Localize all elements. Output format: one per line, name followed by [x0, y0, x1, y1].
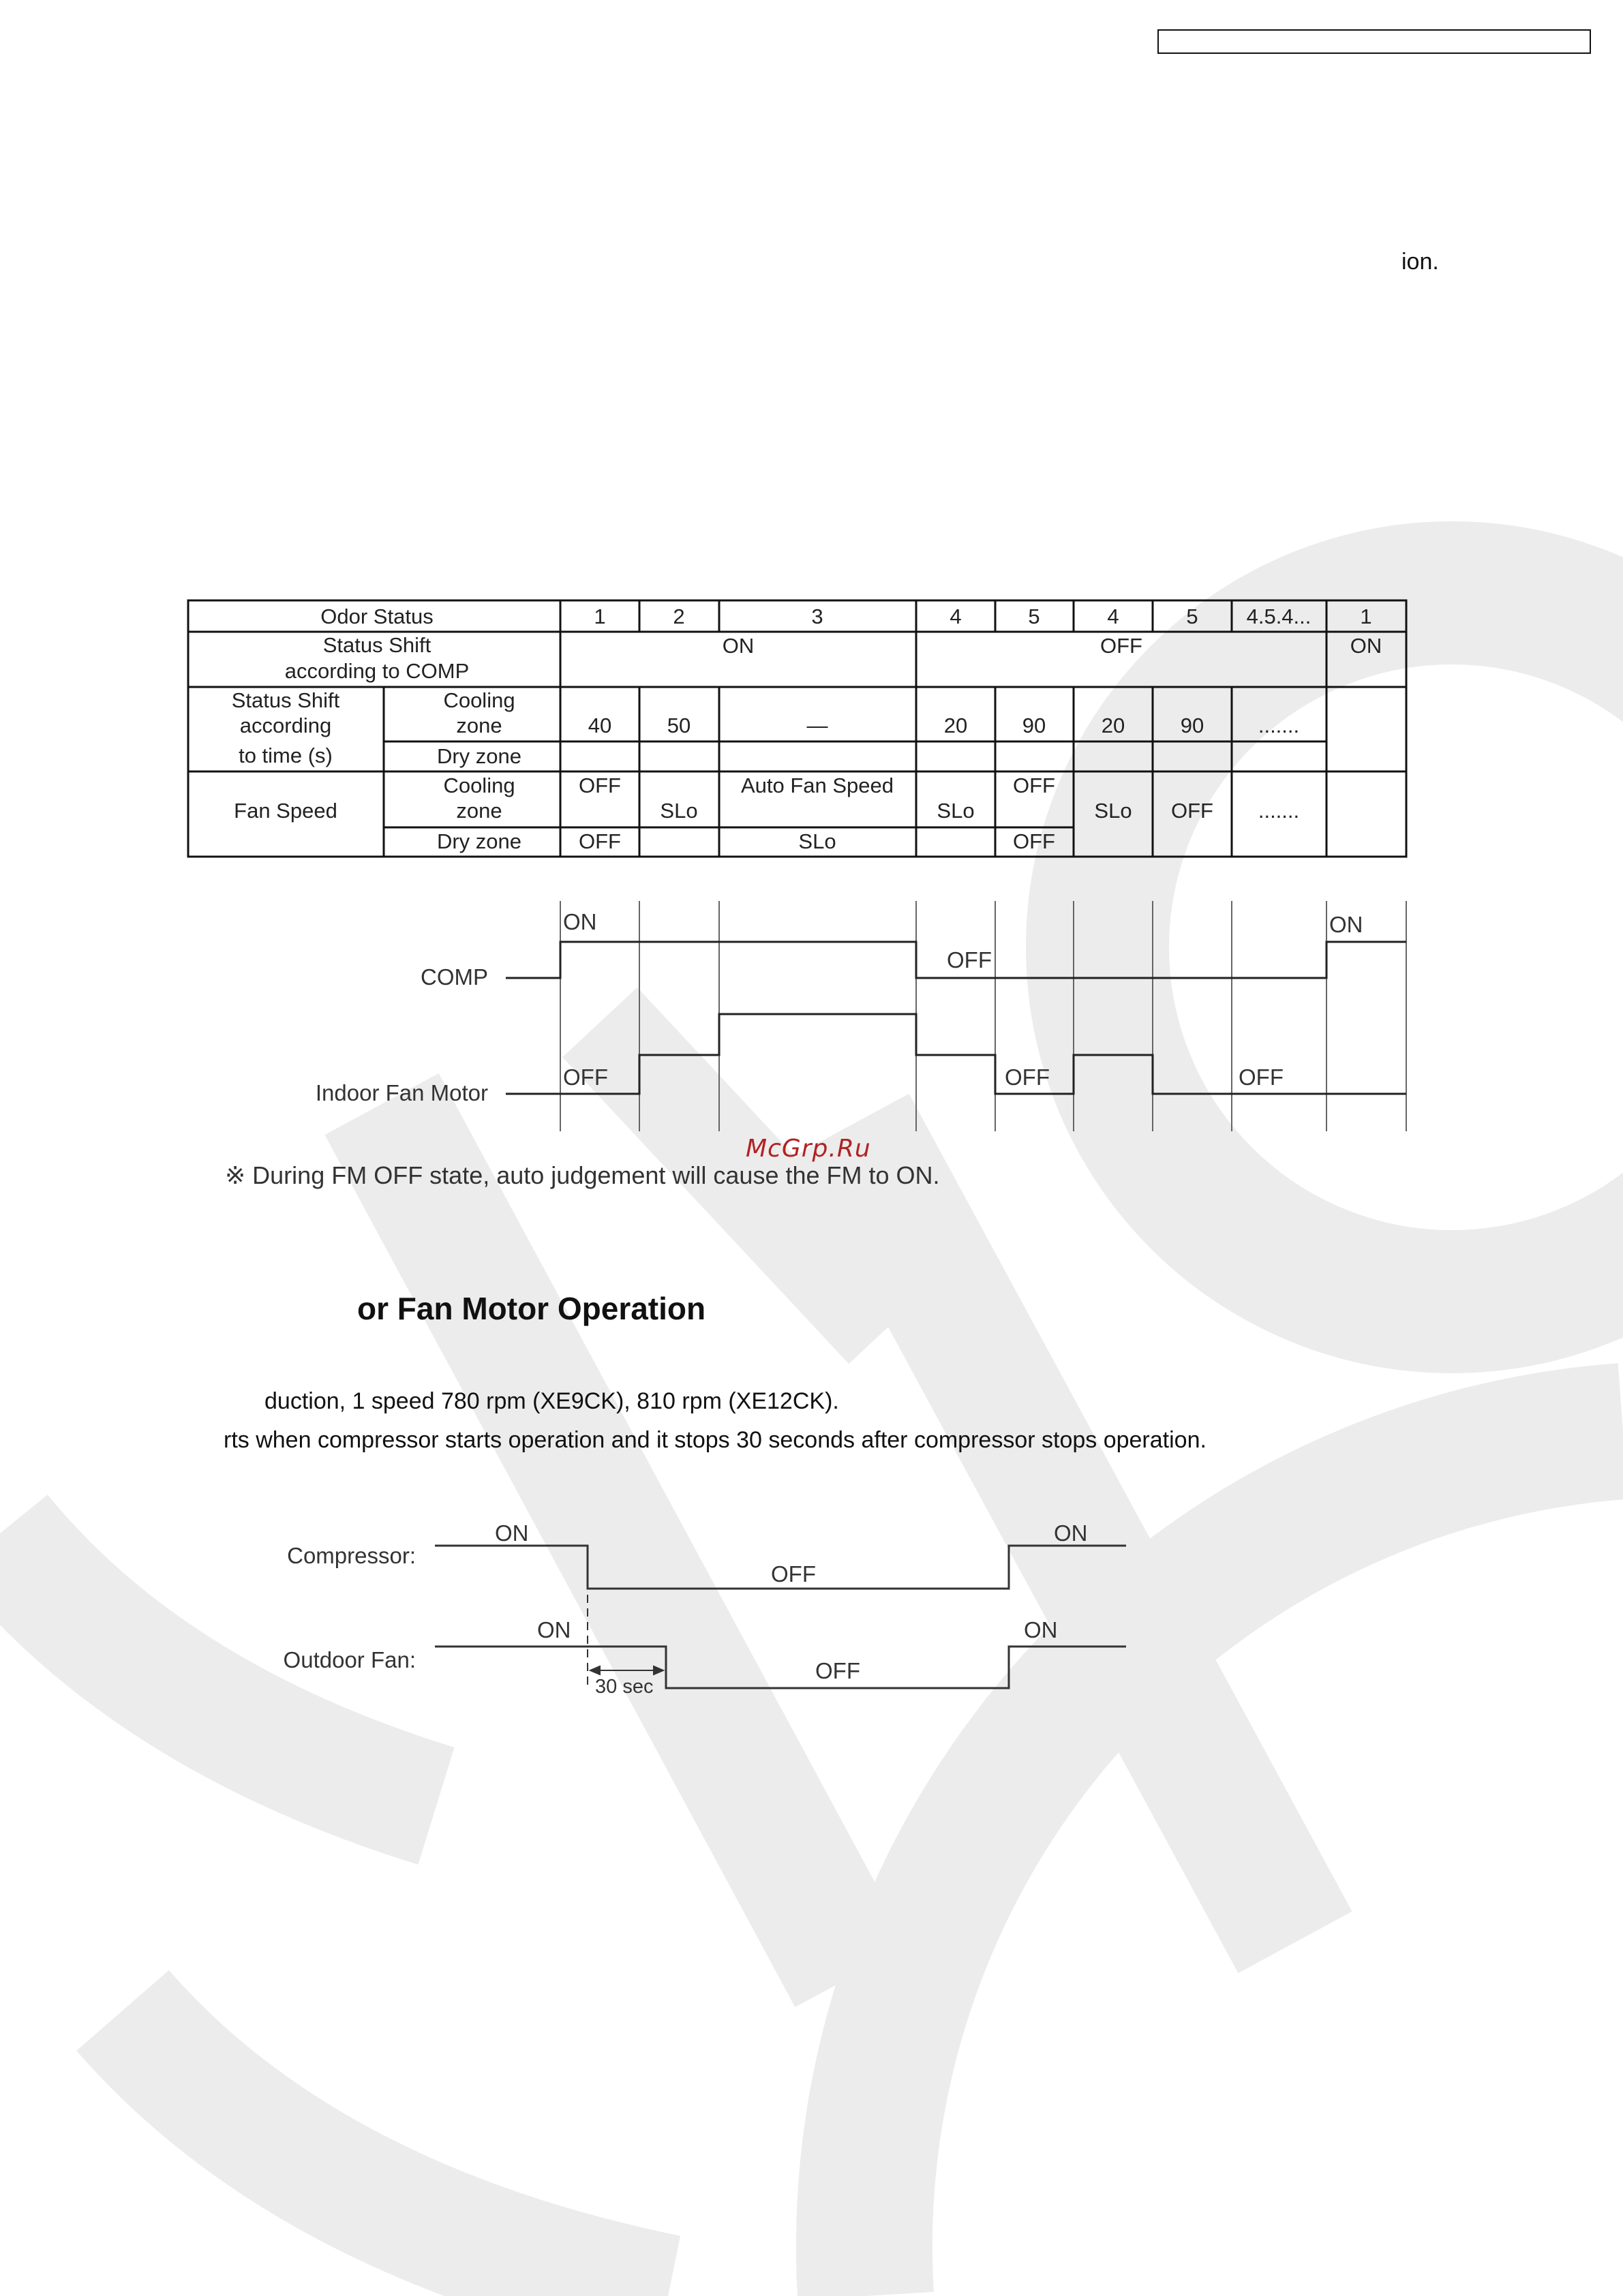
- time-label-3: to time (s): [239, 744, 333, 767]
- fm-note: ※ During FM OFF state, auto judgement will cause the FM to ON.: [225, 1161, 940, 1189]
- fan-cooling-1: Cooling: [443, 774, 515, 797]
- comp-off-cell: OFF: [1100, 634, 1142, 658]
- fan-shared-c6: SLo: [1094, 799, 1132, 823]
- fan-speed-label: Fan Speed: [234, 799, 337, 823]
- time-value-7: 90: [1180, 714, 1204, 737]
- comp-on-end-cell: ON: [1350, 634, 1382, 658]
- fan-off-label: OFF: [815, 1658, 860, 1683]
- time-label-2: according: [239, 714, 332, 737]
- fan-off-label-2: OFF: [1005, 1065, 1050, 1090]
- timing-chart-outdoor-fan: [0, 1499, 1623, 1717]
- outdoor-fan-label: Outdoor Fan:: [283, 1647, 416, 1672]
- fan-dry-c1: OFF: [579, 829, 621, 853]
- fan-cooling-c3: Auto Fan Speed: [740, 774, 894, 797]
- time-label-1: Status Shift: [231, 688, 340, 712]
- watermark-text: McGrp.Ru: [746, 1135, 871, 1163]
- comp-off-label: OFF: [947, 947, 992, 973]
- comp-label: COMP: [421, 964, 488, 990]
- time-value-8: .......: [1258, 714, 1300, 737]
- comp-on-1-label: ON: [495, 1520, 529, 1546]
- time-cooling-2: zone: [456, 714, 502, 737]
- comp-on-2-label: ON: [1054, 1520, 1088, 1546]
- outdoor-fan-signal-line: [435, 1647, 1126, 1688]
- time-value-2: 50: [667, 714, 691, 737]
- table-col-5: 5: [1028, 604, 1040, 628]
- table-col-1: 1: [594, 604, 606, 628]
- text-line-2: rts when compressor starts operation and it stops 30 seconds after compressor stops operation.: [224, 1427, 1207, 1453]
- odor-status-table: [0, 0, 1623, 886]
- table-col-9: 1: [1360, 604, 1372, 628]
- table-col-3: 3: [811, 604, 823, 628]
- time-dry-zone: Dry zone: [436, 744, 522, 768]
- time-value-3: —: [806, 714, 828, 737]
- comp-on-end-label: ON: [1329, 912, 1363, 937]
- time-value-4: 20: [943, 714, 968, 737]
- time-value-5: 90: [1022, 714, 1046, 737]
- fragment-top-right: ion.: [1401, 249, 1439, 275]
- fan-cooling-c7: OFF: [1171, 799, 1213, 823]
- indoor-fan-label: Indoor Fan Motor: [315, 1080, 488, 1105]
- comp-on-cell: ON: [722, 634, 755, 658]
- fan-cooling-c5: OFF: [1013, 774, 1055, 797]
- fan-off-label-1: OFF: [563, 1065, 608, 1090]
- fan-cooling-2: zone: [456, 799, 502, 823]
- time-value-1: 40: [588, 714, 612, 737]
- comp-on-label: ON: [563, 909, 597, 934]
- table-col-8: 4.5.4...: [1246, 604, 1311, 628]
- comp-row-label-2: according to COMP: [284, 659, 470, 683]
- table-col-6: 4: [1107, 604, 1119, 628]
- comp-off-label: OFF: [771, 1561, 816, 1587]
- fan-on-1-label: ON: [537, 1617, 571, 1642]
- fan-dry-c5: OFF: [1013, 829, 1055, 853]
- time-value-6: 20: [1101, 714, 1125, 737]
- timing-chart-indoor-fan: [0, 886, 1623, 1213]
- fan-cooling-c8: .......: [1258, 799, 1300, 823]
- table-col-7: 5: [1186, 604, 1198, 628]
- table-col-4: 4: [950, 604, 962, 628]
- table-header-label: Odor Status: [320, 604, 434, 628]
- comp-row-label-1: Status Shift: [322, 633, 431, 657]
- fan-on-2-label: ON: [1024, 1617, 1058, 1642]
- section-title: or Fan Motor Operation: [357, 1291, 706, 1326]
- table-col-2: 2: [673, 604, 685, 628]
- time-cooling-1: Cooling: [443, 688, 515, 712]
- fan-off-label-3: OFF: [1239, 1065, 1284, 1090]
- delay-label: 30 sec: [595, 1676, 654, 1698]
- text-line-1: duction, 1 speed 780 rpm (XE9CK), 810 rpm (XE12CK).: [264, 1388, 839, 1414]
- fan-dry-c3: SLo: [798, 829, 836, 853]
- fan-shared-c4: SLo: [937, 799, 975, 823]
- fan-shared-c2: SLo: [660, 799, 698, 823]
- fan-cooling-c1: OFF: [579, 774, 621, 797]
- delay-arrow: [590, 1666, 663, 1674]
- compressor-label: Compressor:: [287, 1543, 416, 1568]
- fan-dry-zone: Dry zone: [436, 829, 522, 853]
